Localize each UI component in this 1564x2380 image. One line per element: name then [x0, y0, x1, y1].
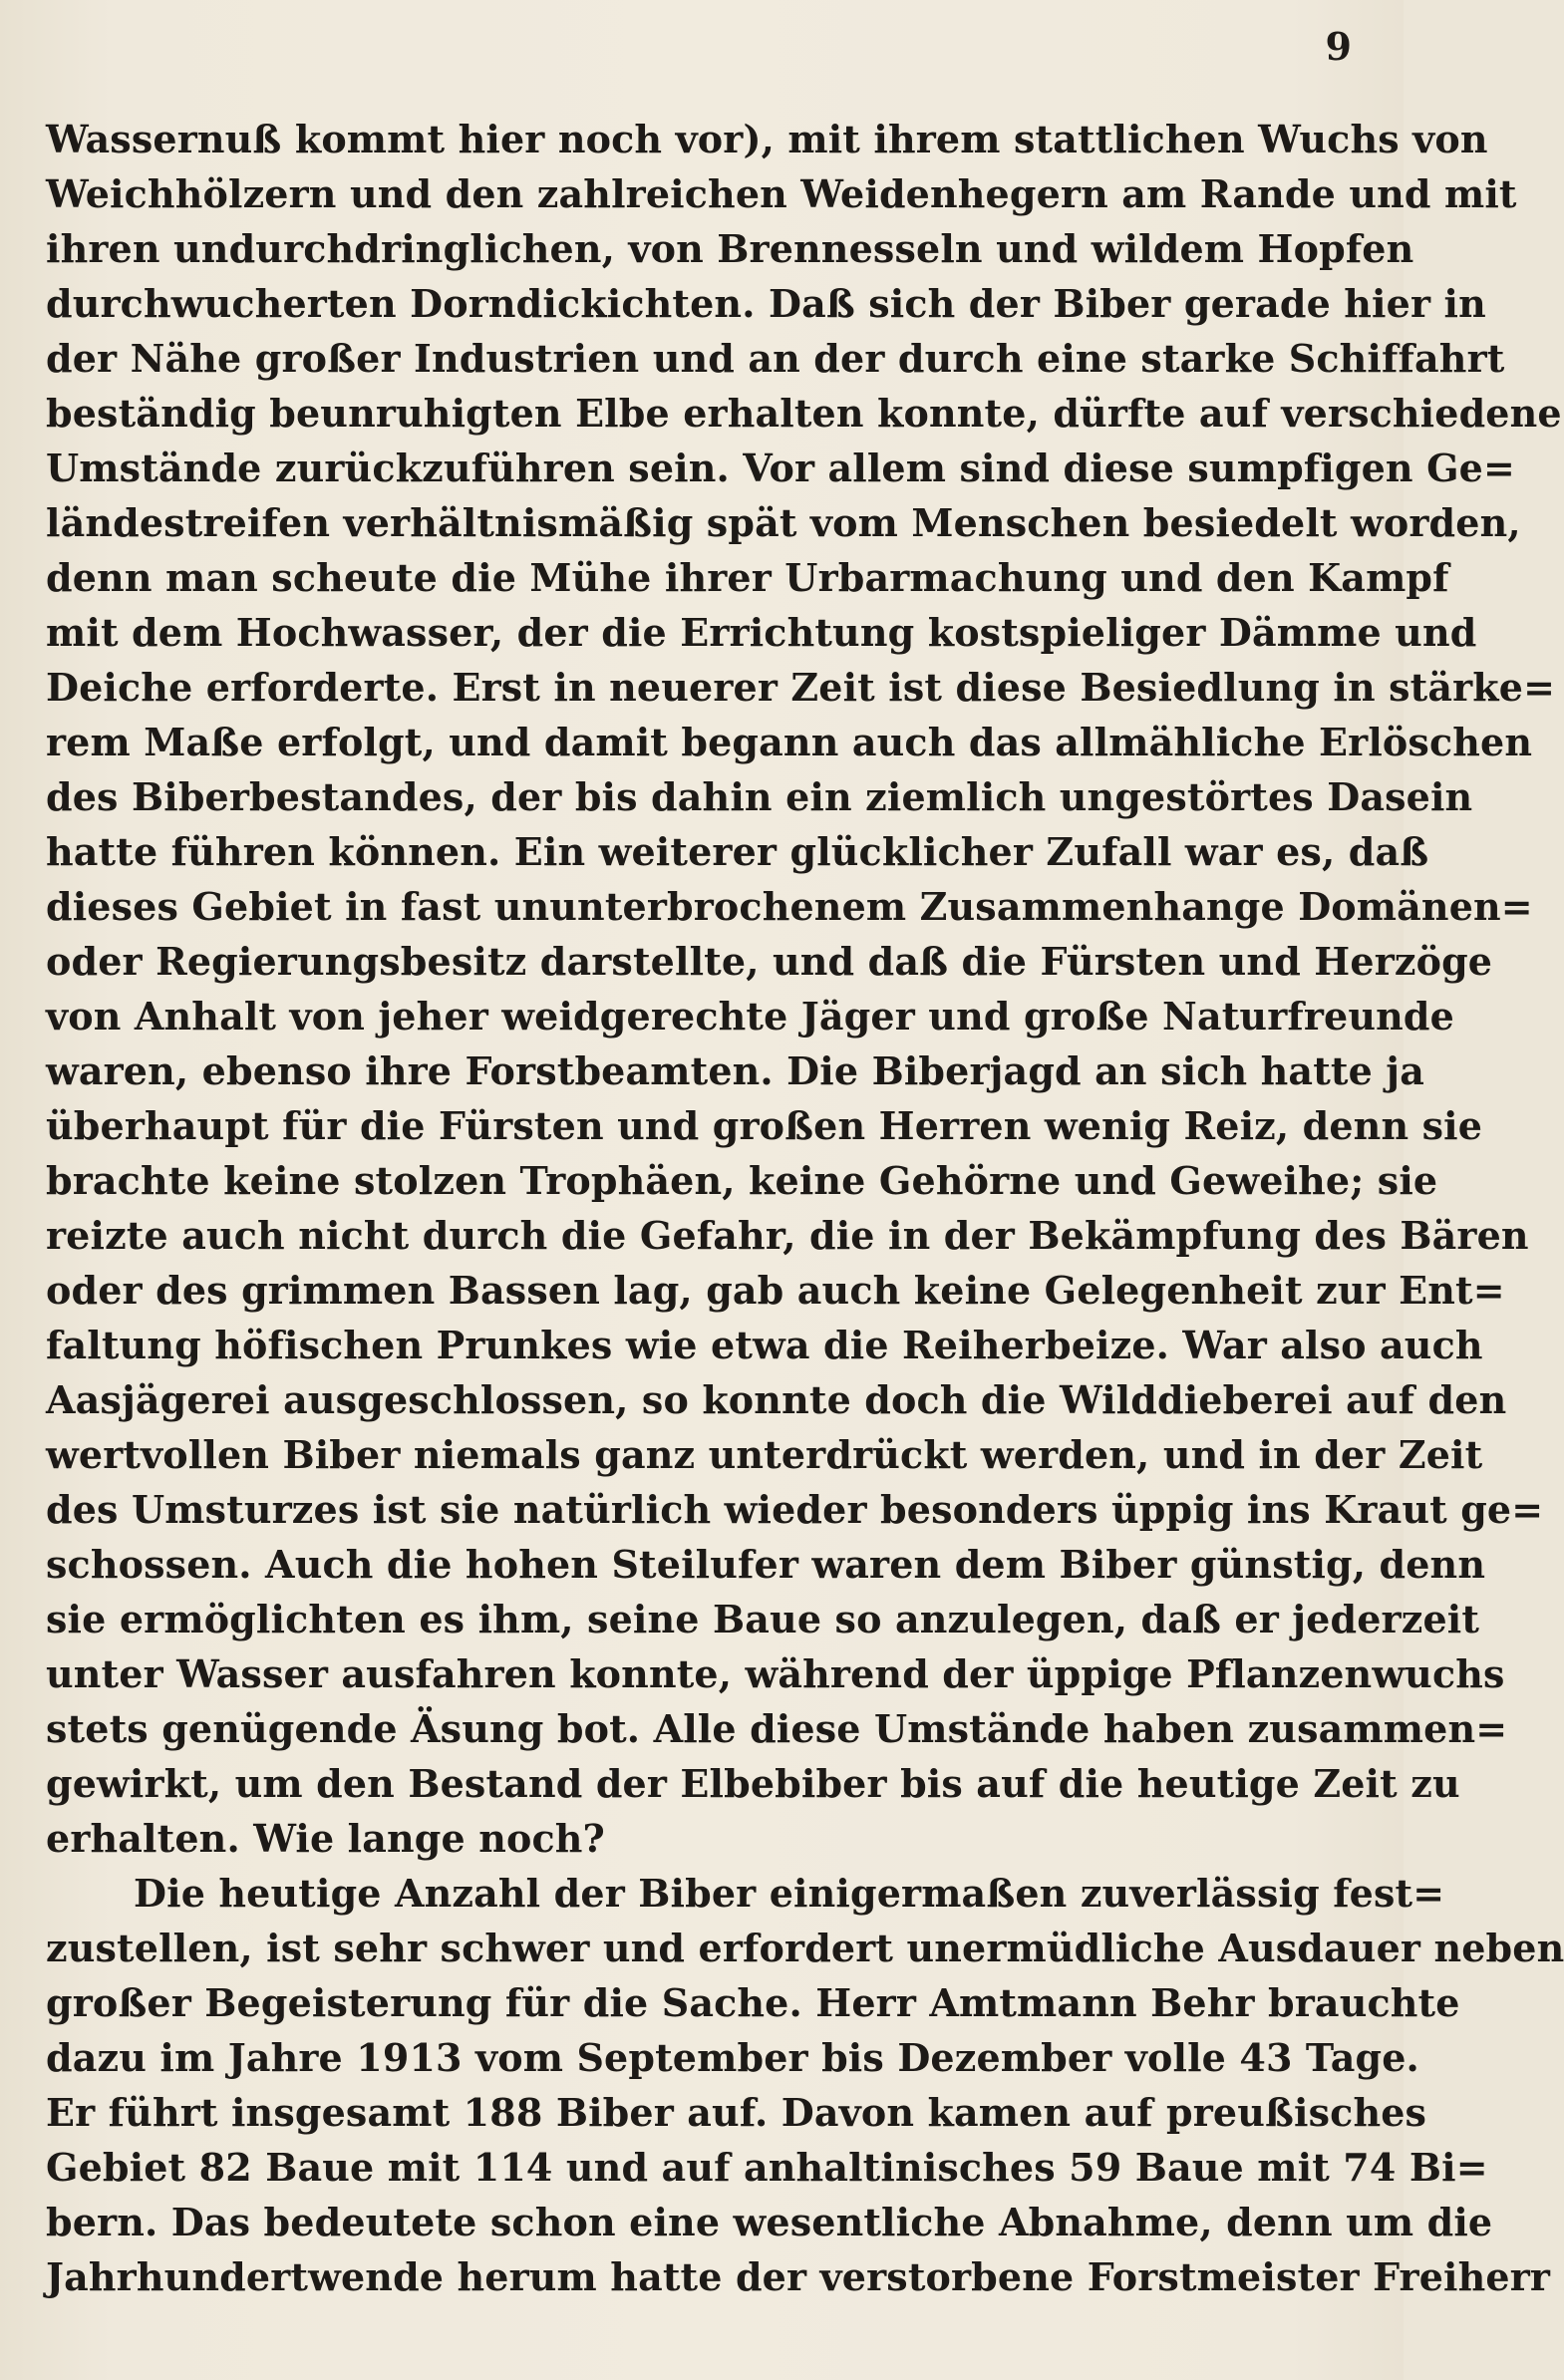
text-line: Die heutige Anzahl der Biber einigermaßen zuverlässig fest=	[134, 1871, 1445, 1916]
paragraph-1	[46, 112, 1562, 1866]
text-line: beständig beunruhigten Elbe erhalten konnte, dürfte auf verschiedene	[46, 391, 1562, 436]
text-line: oder des grimmen Bassen lag, gab auch keine Gelegenheit zur Ent=	[46, 1268, 1505, 1313]
text-line: dazu im Jahre 1913 vom September bis Dezember volle 43 Tage.	[46, 2035, 1419, 2080]
text-line: wertvollen Biber niemals ganz unterdrückt werden, und in der Zeit	[46, 1432, 1483, 1477]
text-line: ihren undurchdringlichen, von Brennesseln und wildem Hopfen	[46, 226, 1414, 271]
text-line: bern. Das bedeutete schon eine wesentliche Abnahme, denn um die	[46, 2200, 1493, 2244]
text-line: des Biberbestandes, der bis dahin ein ziemlich ungestörtes Dasein	[46, 774, 1473, 819]
body-text	[46, 112, 1564, 2304]
text-line: mit dem Hochwasser, der die Errichtung kostspieliger Dämme und	[46, 610, 1477, 655]
text-line: oder Regierungsbesitz darstellte, und daß die Fürsten und Herzöge	[46, 939, 1493, 984]
text-line: stets genügende Äsung bot. Alle diese Umstände haben zusammen=	[46, 1706, 1508, 1751]
text-line: Aasjägerei ausgeschlossen, so konnte doch die Wilddieberei auf den	[46, 1377, 1507, 1422]
text-line: hatte führen können. Ein weiterer glücklicher Zufall war es, daß	[46, 829, 1429, 874]
text-line: des Umsturzes ist sie natürlich wieder besonders üppig ins Kraut ge=	[46, 1487, 1544, 1532]
text-line: denn man scheute die Mühe ihrer Urbarmachung und den Kampf	[46, 555, 1449, 600]
text-line: überhaupt für die Fürsten und großen Herren wenig Reiz, denn sie	[46, 1103, 1483, 1148]
text-line: Wassernuß kommt hier noch vor), mit ihrem stattlichen Wuchs von	[46, 117, 1488, 161]
text-line: schossen. Auch die hohen Steilufer waren dem Biber günstig, denn	[46, 1542, 1486, 1587]
text-line: großer Begeisterung für die Sache. Herr Amtmann Behr brauchte	[46, 1980, 1460, 2025]
text-line: sie ermöglichten es ihm, seine Baue so anzulegen, daß er jederzeit	[46, 1597, 1480, 1641]
text-line: rem Maße erfolgt, und damit begann auch das allmähliche Erlöschen	[46, 720, 1533, 764]
text-line: zustellen, ist sehr schwer und erfordert unermüdliche Ausdauer neben	[46, 1926, 1564, 1970]
text-line: Deiche erforderte. Erst in neuerer Zeit ist diese Besiedlung in stärke=	[46, 665, 1556, 710]
text-line: reizte auch nicht durch die Gefahr, die in der Bekämpfung des Bären	[46, 1213, 1529, 1258]
text-line: Jahrhundertwende herum hatte der verstorbene Forstmeister Freiherr	[46, 2254, 1551, 2299]
text-line: erhalten. Wie lange noch?	[46, 1816, 605, 1861]
paragraph-2	[46, 1866, 1564, 2304]
text-line: durchwucherten Dorndickichten. Daß sich der Biber gerade hier in	[46, 281, 1486, 326]
text-line: dieses Gebiet in fast ununterbrochenem Zusammenhange Domänen=	[46, 884, 1533, 929]
text-line: Umstände zurückzuführen sein. Vor allem sind diese sumpfigen Ge=	[46, 446, 1515, 490]
text-line: ländestreifen verhältnismäßig spät vom Menschen besiedelt worden,	[46, 500, 1521, 545]
text-line: faltung höfischen Prunkes wie etwa die Reiherbeize. War also auch	[46, 1323, 1483, 1367]
page-number: 9	[1325, 24, 1352, 69]
text-line: waren, ebenso ihre Forstbeamten. Die Biberjagd an sich hatte ja	[46, 1048, 1424, 1093]
text-line: der Nähe großer Industrien und an der durch eine starke Schiffahrt	[46, 336, 1505, 381]
text-line: unter Wasser ausfahren konnte, während der üppige Pflanzenwuchs	[46, 1651, 1505, 1696]
text-line: von Anhalt von jeher weidgerechte Jäger und große Naturfreunde	[46, 994, 1454, 1039]
text-line: Weichhölzern und den zahlreichen Weidenhegern am Rande und mit	[46, 171, 1517, 216]
text-line: Er führt insgesamt 188 Biber auf. Davon kamen auf preußisches	[46, 2090, 1427, 2135]
text-line: brachte keine stolzen Trophäen, keine Gehörne und Geweihe; sie	[46, 1158, 1438, 1203]
text-line: gewirkt, um den Bestand der Elbebiber bis auf die heutige Zeit zu	[46, 1761, 1460, 1806]
text-line: Gebiet 82 Baue mit 114 und auf anhaltinisches 59 Baue mit 74 Bi=	[46, 2145, 1488, 2190]
